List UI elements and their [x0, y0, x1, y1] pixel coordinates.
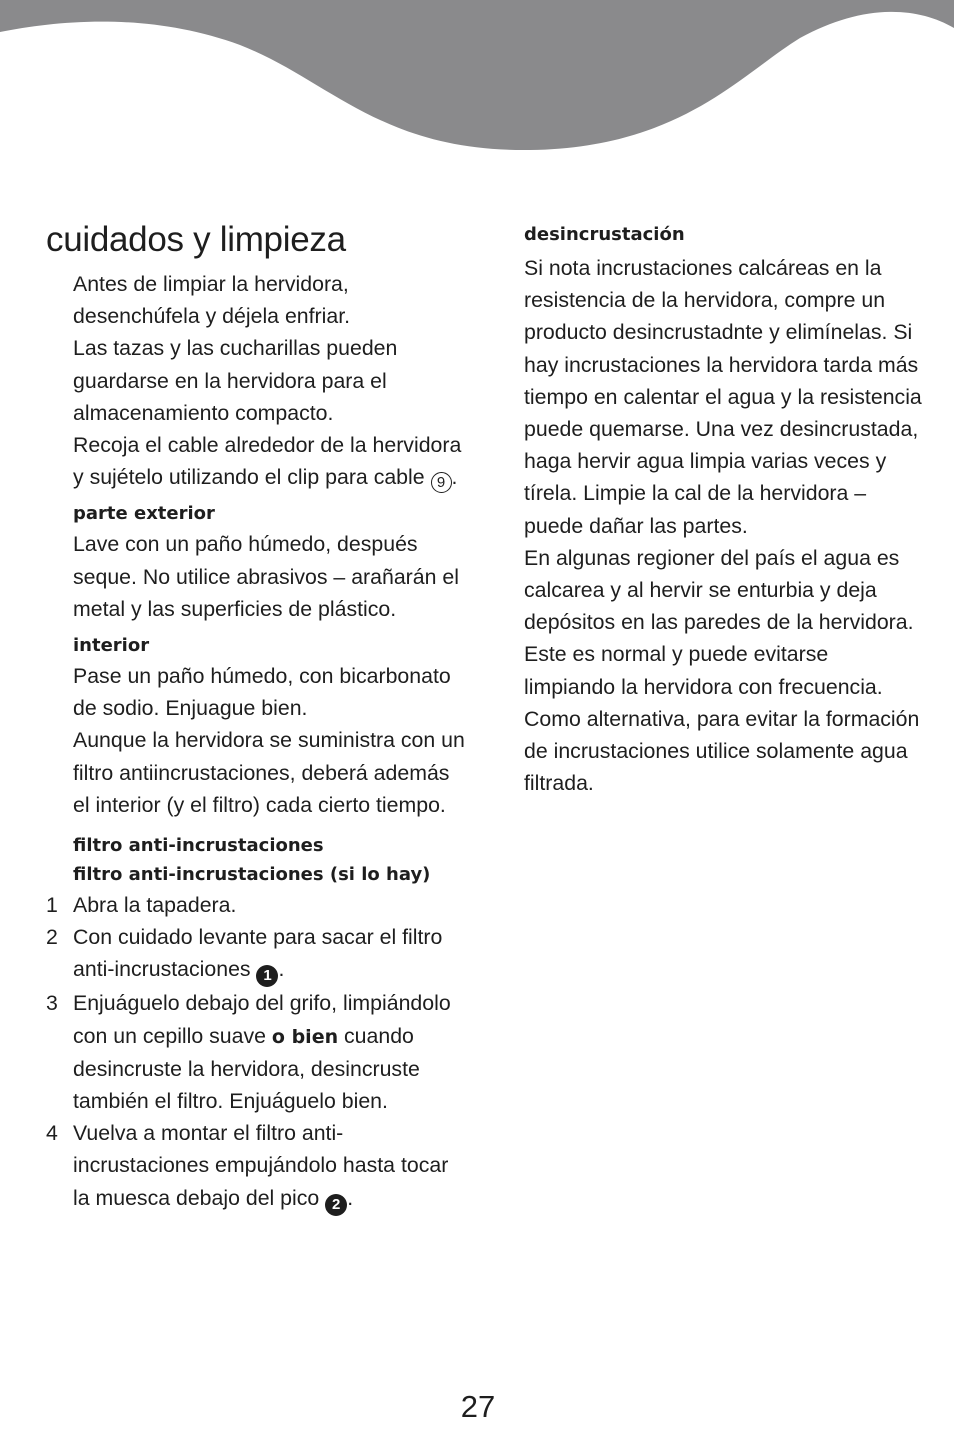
filter-steps-list [46, 889, 468, 1216]
exterior-heading: parte exterior [73, 503, 215, 525]
descaling-paragraph: Si nota incrustaciones calcáreas en la resistencia de la hervidora, compre un producto desincrustadnte y elimínelas. Si hay incrustaciones la hervidora tarda más tiempo en calentar el agua y la resistencia puede quemarse. Una vez desincrustada, haga hervir agua limpia varias veces y tírela. Limpie la cal de la hervidora – puede dañar las partes. [524, 256, 922, 538]
intro-text-end: . [451, 465, 458, 490]
step-text-end: . [278, 957, 285, 982]
intro-text: Recoja el cable alrededor de la hervidora y sujételo utilizando el clip para cable [73, 433, 462, 490]
step-text: Con cuidado levante para sacar el filtro anti-incrustaciones [73, 925, 443, 982]
figure-ref-9-icon: 9 [431, 472, 452, 493]
interior-text: Aunque la hervidora se suministra con un filtro antiincrustaciones, deberá además el interior (y el filtro) cada cierto tiempo. [73, 728, 465, 817]
descaling-heading: desincrustación [524, 224, 685, 245]
step-number: 3 [46, 991, 58, 1016]
list-item [46, 1117, 468, 1215]
list-item [46, 889, 468, 921]
intro-paragraph [73, 429, 468, 493]
intro-paragraph: Las tazas y las cucharillas pueden guardarse en la hervidora para el almacenamiento compacto. [73, 336, 398, 425]
list-item [46, 921, 468, 987]
interior-heading: interior [73, 635, 150, 657]
list-item [46, 987, 468, 1117]
page-title: cuidados y limpieza [46, 220, 346, 259]
step-text: Enjuáguelo debajo del grifo, limpiándolo con un cepillo suave [73, 991, 451, 1048]
page-number: 27 [460, 1389, 496, 1424]
exterior-text: Lave con un paño húmedo, después seque. No utilice abrasivos – arañarán el metal y las superficies de plástico. [73, 532, 459, 621]
step-emphasis: o bien [271, 1025, 339, 1048]
step-number: 2 [46, 925, 58, 950]
step-text-end: cuando desincruste la hervidora, desincruste también el filtro. Enjuáguelo bien. [73, 1023, 420, 1114]
step-number: 4 [46, 1121, 58, 1146]
figure-ref-1-icon: 1 [256, 965, 278, 987]
interior-text: Pase un paño húmedo, con bicarbonato de sodio. Enjuague bien. [73, 664, 451, 721]
filter-heading-optional: filtro anti-incrustaciones (si lo hay) [73, 864, 431, 886]
figure-ref-2-icon: 2 [325, 1194, 347, 1216]
step-text: Vuelva a montar el filtro anti-incrustaciones empujándolo hasta tocar la muesca debajo del pico [73, 1121, 449, 1210]
step-text: Abra la tapadera. [73, 893, 237, 918]
right-column [524, 218, 924, 799]
descaling-paragraph: En algunas regioner del país el agua es calcarea y al hervir se enturbia y deja depósitos en las paredes de la hervidora. Este es normal y puede evitarse limpiando la hervidora con frecuencia. [524, 545, 914, 699]
header-wave-decoration [0, 0, 954, 160]
step-number: 1 [46, 893, 58, 918]
step-text-end: . [347, 1185, 354, 1210]
left-column [46, 268, 468, 1216]
filter-heading: filtro anti-incrustaciones [73, 835, 324, 857]
intro-paragraph: Antes de limpiar la hervidora, desenchúfela y déjela enfriar. [73, 272, 351, 329]
descaling-paragraph: Como alternativa, para evitar la formación de incrustaciones utilice solamente agua filtrada. [524, 706, 920, 796]
